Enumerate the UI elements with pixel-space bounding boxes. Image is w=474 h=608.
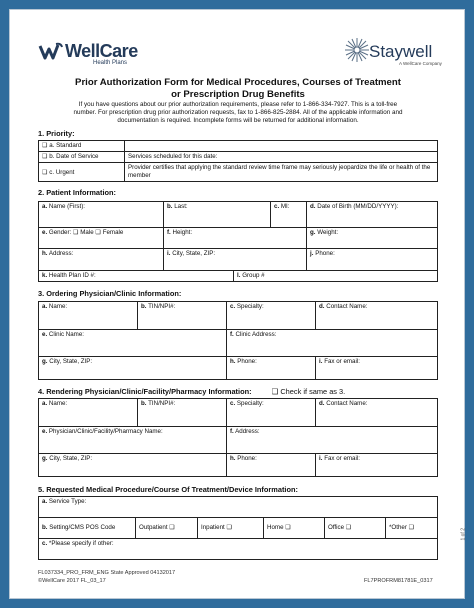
field-label: Phone: xyxy=(237,455,257,462)
health-plan-id-field[interactable]: k. Health Plan ID #: xyxy=(38,270,234,282)
setting-inpatient-checkbox[interactable]: Inpatient ❑ xyxy=(197,517,264,539)
field-label: Group # xyxy=(242,272,265,279)
field-label: City, State, ZIP: xyxy=(49,358,93,365)
field-label: Contact Name: xyxy=(326,400,368,407)
ordering-tin-field[interactable]: b. TIN/NPI#: xyxy=(137,301,227,330)
field-label: Phone: xyxy=(237,358,257,365)
rendering-city-field[interactable]: g. City, State, ZIP: xyxy=(38,453,227,477)
ordering-contact-field[interactable]: d. Contact Name: xyxy=(315,301,438,330)
same-as-3-checkbox[interactable]: ❑ Check if same as 3. xyxy=(271,387,346,396)
field-label: Clinic Address: xyxy=(235,331,277,338)
field-label: Fax or email: xyxy=(324,358,360,365)
intro-text xyxy=(38,101,438,125)
footer-form-id: FL037334_PRO_FRM_ENG State Approved 04132017 xyxy=(38,570,176,576)
rendering-contact-field[interactable]: d. Contact Name: xyxy=(315,398,438,427)
ordering-fax-field[interactable]: i. Fax or email: xyxy=(315,356,438,380)
partner-sub: A WellCare Company xyxy=(399,61,442,66)
rendering-phone-field[interactable]: h. Phone: xyxy=(226,453,316,477)
rendering-name-field[interactable]: a. Name: xyxy=(38,398,138,427)
wellcare-mark-icon xyxy=(39,42,63,60)
ordering-specialty-field[interactable]: c. Specialty: xyxy=(226,301,316,330)
starburst-icon xyxy=(343,36,371,64)
field-label: MI: xyxy=(280,203,290,210)
patient-mi-field[interactable]: c. MI: xyxy=(270,201,307,228)
priority-urgent[interactable] xyxy=(38,162,125,182)
rendering-address-field[interactable]: f. Address: xyxy=(226,426,438,454)
gender-female-checkbox[interactable]: ❑ Female xyxy=(95,229,124,236)
field-label: Physician/Clinic/Facility/Pharmacy Name: xyxy=(48,428,163,435)
setting-outpatient-checkbox[interactable]: Outpatient ❑ xyxy=(135,517,198,539)
setting-home-checkbox[interactable]: Home ❑ xyxy=(263,517,325,539)
field-label: City, State, ZIP: xyxy=(49,455,93,462)
partner-name: Staywell xyxy=(369,42,433,61)
patient-city-field[interactable]: i. City, State, ZIP: xyxy=(163,248,307,271)
field-label: a. Standard xyxy=(49,142,82,149)
field-label: Name: xyxy=(48,400,68,407)
ordering-clinic-address-field[interactable]: f. Clinic Address: xyxy=(226,329,438,357)
rendering-tin-field[interactable]: b. TIN/NPI#: xyxy=(137,398,227,427)
field-label: Contact Name: xyxy=(326,303,368,310)
section-rendering-heading xyxy=(38,387,345,396)
patient-first-name-field[interactable]: a. Name (First): xyxy=(38,201,164,228)
specify-other-field[interactable]: c. *Please specify if other: xyxy=(38,538,438,560)
section-ordering-heading: 3. Ordering Physician/Clinic Information: xyxy=(38,289,182,298)
service-type-field[interactable]: a. Service Type: xyxy=(38,496,438,518)
field-label: Last: xyxy=(174,203,188,210)
field-label: Service Type: xyxy=(48,498,87,505)
rendering-specialty-field[interactable]: c. Specialty: xyxy=(226,398,316,427)
ordering-phone-field[interactable]: h. Phone: xyxy=(226,356,316,380)
field-label: Setting/CMS POS Code xyxy=(49,524,116,531)
page-number: 1 of 2 xyxy=(461,528,467,541)
setting-pos-label: b. Setting/CMS POS Code xyxy=(38,517,136,539)
gender-male-checkbox[interactable]: ❑ Male xyxy=(73,229,94,236)
setting-office-checkbox[interactable]: Office ❑ xyxy=(324,517,386,539)
field-label: Clinic Name: xyxy=(48,331,84,338)
rendering-facility-name-field[interactable]: e. Physician/Clinic/Facility/Pharmacy Name: xyxy=(38,426,227,454)
heading-text: 4. Rendering Physician/Clinic/Facility/Pharmacy Information: xyxy=(38,387,252,396)
patient-address-field[interactable]: h. Address: xyxy=(38,248,164,271)
field-label: Specialty: xyxy=(236,303,264,310)
brand-sub: Health Plans xyxy=(93,60,128,66)
patient-last-name-field[interactable]: b. Last: xyxy=(163,201,271,228)
ordering-city-field[interactable]: g. City, State, ZIP: xyxy=(38,356,227,380)
form-title-line2: or Prescription Drug Benefits xyxy=(171,89,305,100)
field-label: b. Date of Service xyxy=(49,153,99,160)
footer-copyright: ©WellCare 2017 FL_03_17 xyxy=(38,578,106,584)
footer-form-code: FL7PROFRM81781E_0317 xyxy=(364,578,433,584)
field-label: Fax or email: xyxy=(324,455,360,462)
form-title-line1: Prior Authorization Form for Medical Procedures, Courses of Treatment xyxy=(75,77,401,88)
intro-line: documentation is required. Incomplete forms will be returned for additional information. xyxy=(117,117,359,124)
field-label: Address: xyxy=(48,250,74,257)
field-label: Specialty: xyxy=(236,400,264,407)
field-label: Gender: xyxy=(48,229,72,236)
checkbox-icon[interactable]: ❑ xyxy=(42,142,48,149)
patient-height-field[interactable]: f. Height: xyxy=(163,227,307,249)
form-page xyxy=(9,9,465,599)
brand-name: WellCare xyxy=(65,41,138,61)
section-patient-heading: 2. Patient Information: xyxy=(38,188,117,197)
group-number-field[interactable]: l. Group # xyxy=(233,270,438,282)
date-of-service-field[interactable]: Services scheduled for this date: xyxy=(124,151,438,163)
field-label: Date of Birth (MM/DD/YYYY): xyxy=(317,203,399,210)
intro-line: number. For prescription drug prior authorization requests, fax to 1-866-825-2884. All of the applicable information and xyxy=(73,109,403,116)
patient-weight-field[interactable]: g. Weight: xyxy=(306,227,438,249)
field-label: TIN/NPI#: xyxy=(148,400,176,407)
rendering-fax-field[interactable]: i. Fax or email: xyxy=(315,453,438,477)
field-label: Phone: xyxy=(315,250,335,257)
setting-other-checkbox[interactable]: *Other ❑ xyxy=(385,517,438,539)
ordering-name-field[interactable]: a. Name: xyxy=(38,301,138,330)
intro-line: If you have questions about our prior authorization requirements, please refer to 1-866-334-7927. This is a toll-free xyxy=(78,101,398,108)
field-label: *Please specify if other: xyxy=(48,540,114,547)
patient-gender-field[interactable]: e. Gender: ❑ Male ❑ Female xyxy=(38,227,164,249)
checkbox-icon[interactable]: ❑ xyxy=(42,153,48,160)
patient-phone-field[interactable]: j. Phone: xyxy=(306,248,438,271)
field-label: Name: xyxy=(48,303,68,310)
section-priority-heading: 1. Priority: xyxy=(38,129,75,138)
urgent-certification-text: Provider certifies that applying the standard review time frame may seriously jeopardize the life or health of the member xyxy=(124,162,438,182)
field-label: Health Plan ID #: xyxy=(48,272,96,279)
field-label: Height: xyxy=(172,229,193,236)
field-label: c. Urgent xyxy=(49,169,75,176)
section-procedure-heading: 5. Requested Medical Procedure/Course Of Treatment/Device Information: xyxy=(38,485,298,494)
field-label: City, State, ZIP: xyxy=(172,250,216,257)
ordering-clinic-name-field[interactable]: e. Clinic Name: xyxy=(38,329,227,357)
patient-dob-field[interactable]: d. Date of Birth (MM/DD/YYYY): xyxy=(306,201,438,228)
field-label: Name (First): xyxy=(48,203,85,210)
checkbox-icon[interactable]: ❑ xyxy=(42,169,48,176)
field-label: Address: xyxy=(235,428,260,435)
field-label: TIN/NPI#: xyxy=(148,303,176,310)
field-label: Weight: xyxy=(317,229,339,236)
